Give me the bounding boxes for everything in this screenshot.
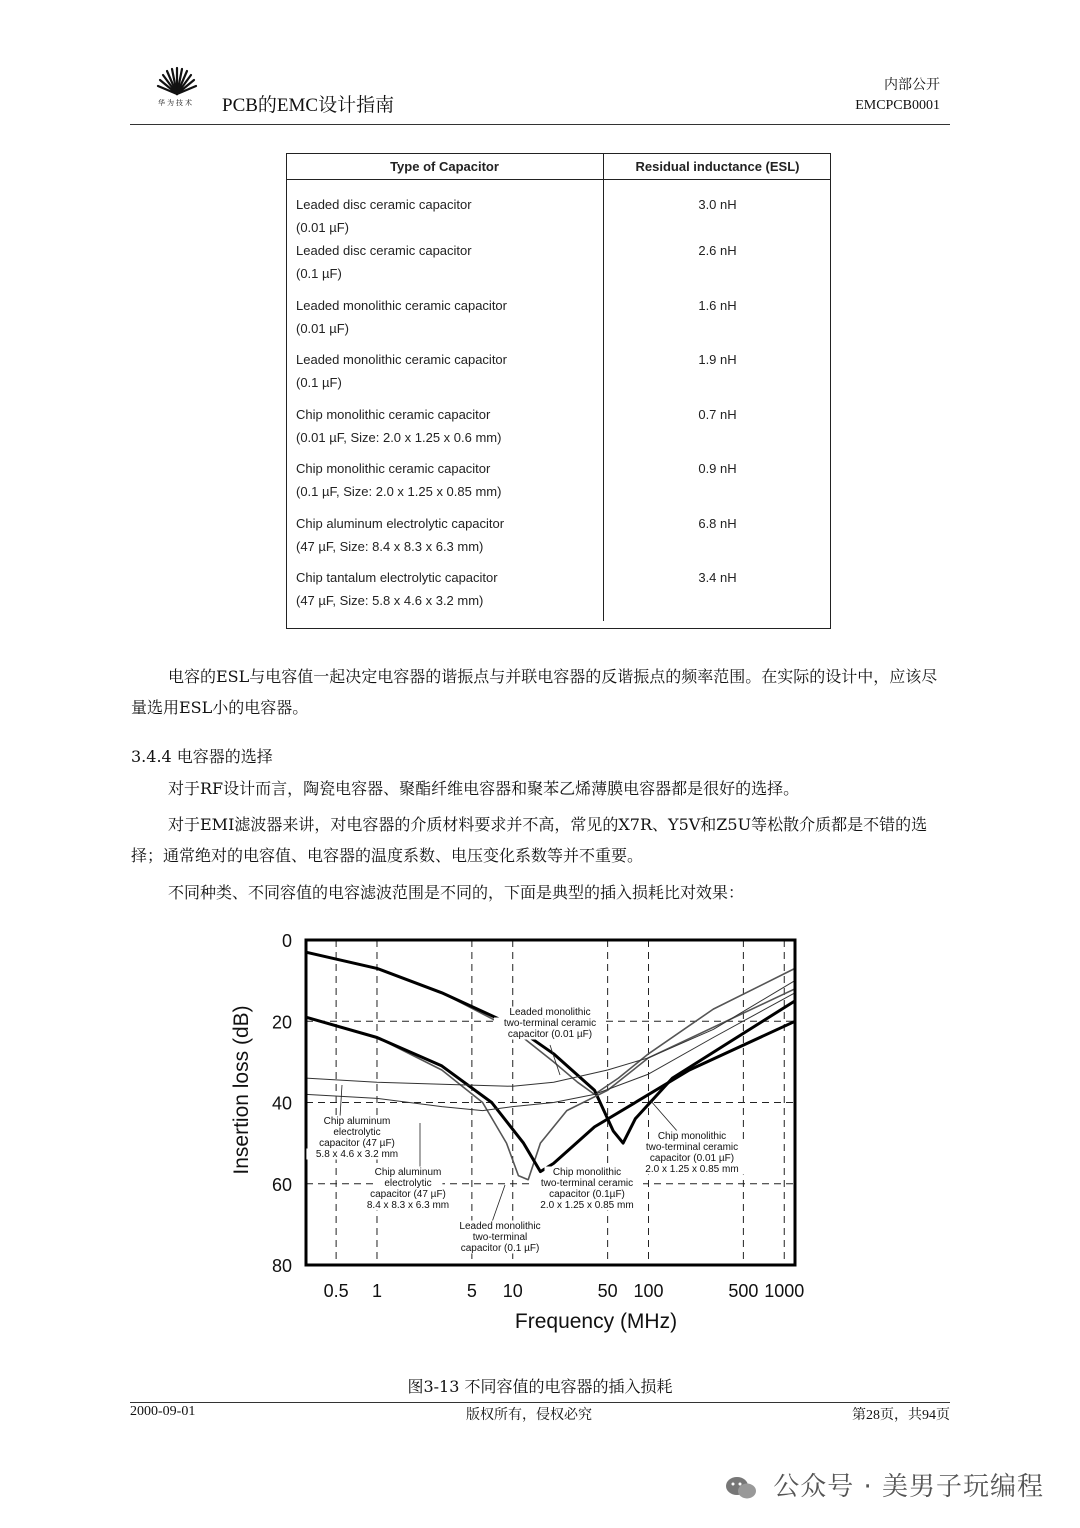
series-annotation: Chip aluminum — [323, 1116, 391, 1127]
esl-value-cell: 6.8 nH — [698, 515, 737, 531]
esl-value-cell: 1.6 nH — [698, 297, 737, 313]
figure-caption: 图3-13 不同容值的电容器的插入损耗 — [407, 1377, 673, 1396]
logo-text: 华为技术 — [158, 99, 194, 107]
y-tick-label: 60 — [271, 1174, 292, 1195]
series-annotation: capacitor (47 µF) — [319, 1138, 395, 1149]
capacitor-type-line2: (0.1 µF) — [296, 375, 342, 390]
capacitor-type-line2: (0.01 µF, Size: 2.0 x 1.25 x 0.6 mm) — [296, 429, 502, 445]
footer-page-number: 第28页，共94页 — [852, 1408, 950, 1423]
watermark-text: 公众号 · 美男子玩编程 — [773, 1472, 1044, 1502]
annotation-leader — [650, 1100, 678, 1132]
capacitor-type-line2: (47 µF, Size: 8.4 x 8.3 x 6.3 mm) — [296, 538, 484, 554]
y-tick-label: 80 — [271, 1256, 292, 1276]
series-annotation: Leaded monolithic — [459, 1221, 541, 1232]
capacitor-type-line2: (0.1 µF, Size: 2.0 x 1.25 x 0.85 mm) — [296, 484, 502, 499]
capacitor-type-line1: Leaded disc ceramic capacitor — [296, 197, 472, 212]
x-tick-label: 100 — [633, 1281, 664, 1301]
column-header-type: Type of Capacitor — [286, 153, 604, 180]
capacitor-type-line2: (0.01 µF) — [296, 320, 350, 336]
esl-value-cell: 1.9 nH — [698, 352, 737, 367]
footer-date: 2000-09-01 — [130, 1404, 196, 1419]
capacitor-type-line1: Leaded monolithic ceramic capacitor — [296, 352, 507, 367]
series-annotation: Leaded monolithic — [509, 1007, 591, 1018]
series-annotation: 5.8 x 4.6 x 3.2 mm — [315, 1149, 399, 1160]
series-annotation: two-terminal ceramic — [540, 1178, 634, 1189]
y-tick-label: 20 — [271, 1012, 292, 1033]
column-header-esl: Residual inductance (ESL) — [604, 153, 832, 180]
series-annotation: two-terminal — [472, 1232, 528, 1243]
series-annotation: capacitor (0.1µF) — [549, 1189, 625, 1200]
series-annotation: capacitor (0.01 µF) — [649, 1153, 735, 1164]
series-annotation: 2.0 x 1.25 x 0.85 mm — [645, 1164, 739, 1175]
series-annotation: capacitor (0.01 µF) — [507, 1029, 593, 1040]
footer-rule — [130, 1402, 950, 1403]
series-annotation: capacitor (47 µF) — [370, 1189, 446, 1200]
section-heading: 3.4.4 电容器的选择 — [131, 747, 273, 766]
x-axis-label: Frequency (MHz) — [514, 1310, 678, 1333]
series-annotation: electrolytic — [384, 1178, 432, 1189]
x-tick-label: 5 — [466, 1281, 477, 1301]
paragraph-rf: 对于RF设计而言，陶瓷电容器、聚酯纤维电容器和聚苯乙烯薄膜电容器都是很好的选择。 — [168, 779, 800, 798]
document-title: PCB的EMC设计指南 — [222, 95, 395, 116]
series-annotation: electrolytic — [333, 1127, 381, 1138]
capacitor-type-line1: Chip aluminum electrolytic capacitor — [296, 515, 505, 531]
y-tick-label: 40 — [271, 1093, 292, 1114]
footer-copyright: 版权所有，侵权必究 — [466, 1408, 592, 1423]
y-axis-label: Insertion loss (dB) — [230, 1005, 253, 1175]
esl-value-cell: 0.7 nH — [698, 406, 737, 422]
capacitor-type-line1: Chip monolithic ceramic capacitor — [296, 406, 491, 422]
capacitor-type-line2: (0.1 µF) — [296, 266, 342, 281]
capacitor-type-line2: (0.01 µF) — [296, 220, 350, 235]
x-tick-label: 500 — [728, 1281, 759, 1301]
capacitor-type-line1: Leaded disc ceramic capacitor — [296, 243, 472, 258]
annotation-leader — [492, 1185, 505, 1222]
classification-label: 内部公开 — [884, 78, 940, 93]
esl-value-cell: 3.4 nH — [698, 570, 737, 585]
series-annotation: Chip monolithic — [657, 1131, 727, 1142]
capacitor-type-line1: Chip tantalum electrolytic capacitor — [296, 570, 498, 585]
capacitor-type-line1: Chip monolithic ceramic capacitor — [296, 461, 491, 476]
x-tick-label: 0.5 — [323, 1281, 349, 1301]
x-tick-label: 10 — [502, 1281, 523, 1301]
document-id: EMCPCB0001 — [855, 98, 940, 113]
esl-value-cell: 0.9 nH — [698, 461, 737, 476]
esl-value-cell: 2.6 nH — [698, 243, 737, 258]
paragraph-emi: 对于EMI滤波器来讲，对电容器的介质材料要求并不高，常见的X7R、Y5V和Z5U等松散介质都是不错的选择；通常绝对的电容值、电容器的温度系数、电压变化系数等并不重要。 — [131, 815, 928, 865]
esl-value-cell: 3.0 nH — [698, 197, 737, 212]
series-annotation: Chip monolithic — [552, 1167, 622, 1178]
x-tick-label: 50 — [597, 1281, 618, 1301]
series-annotation: two-terminal ceramic — [645, 1142, 739, 1153]
series-annotation: Chip aluminum — [374, 1167, 442, 1178]
series-annotation: 8.4 x 8.3 x 6.3 mm — [366, 1200, 450, 1211]
wechat-icon — [724, 1474, 760, 1502]
series-annotation: capacitor (0.1 µF) — [460, 1243, 540, 1254]
series-annotation: 2.0 x 1.25 x 0.85 mm — [540, 1200, 634, 1211]
watermark — [724, 1466, 1044, 1503]
paragraph-intro-figure: 不同种类、不同容值的电容滤波范围是不同的，下面是典型的插入损耗比对效果： — [168, 883, 745, 902]
x-tick-label: 1 — [371, 1281, 382, 1301]
paragraph-esl: 电容的ESL与电容值一起决定电容器的谐振点与并联电容器的反谐振点的频率范围。在实际的设计中，应该尽量选用ESL小的电容器。 — [131, 667, 938, 717]
y-tick-label: 0 — [281, 931, 292, 951]
x-tick-label: 1000 — [764, 1281, 805, 1301]
series-annotation: two-terminal ceramic — [503, 1018, 597, 1029]
capacitor-type-line2: (47 µF, Size: 5.8 x 4.6 x 3.2 mm) — [296, 593, 484, 608]
capacitor-type-line1: Leaded monolithic ceramic capacitor — [296, 297, 507, 313]
annotation-leader — [340, 1085, 342, 1117]
